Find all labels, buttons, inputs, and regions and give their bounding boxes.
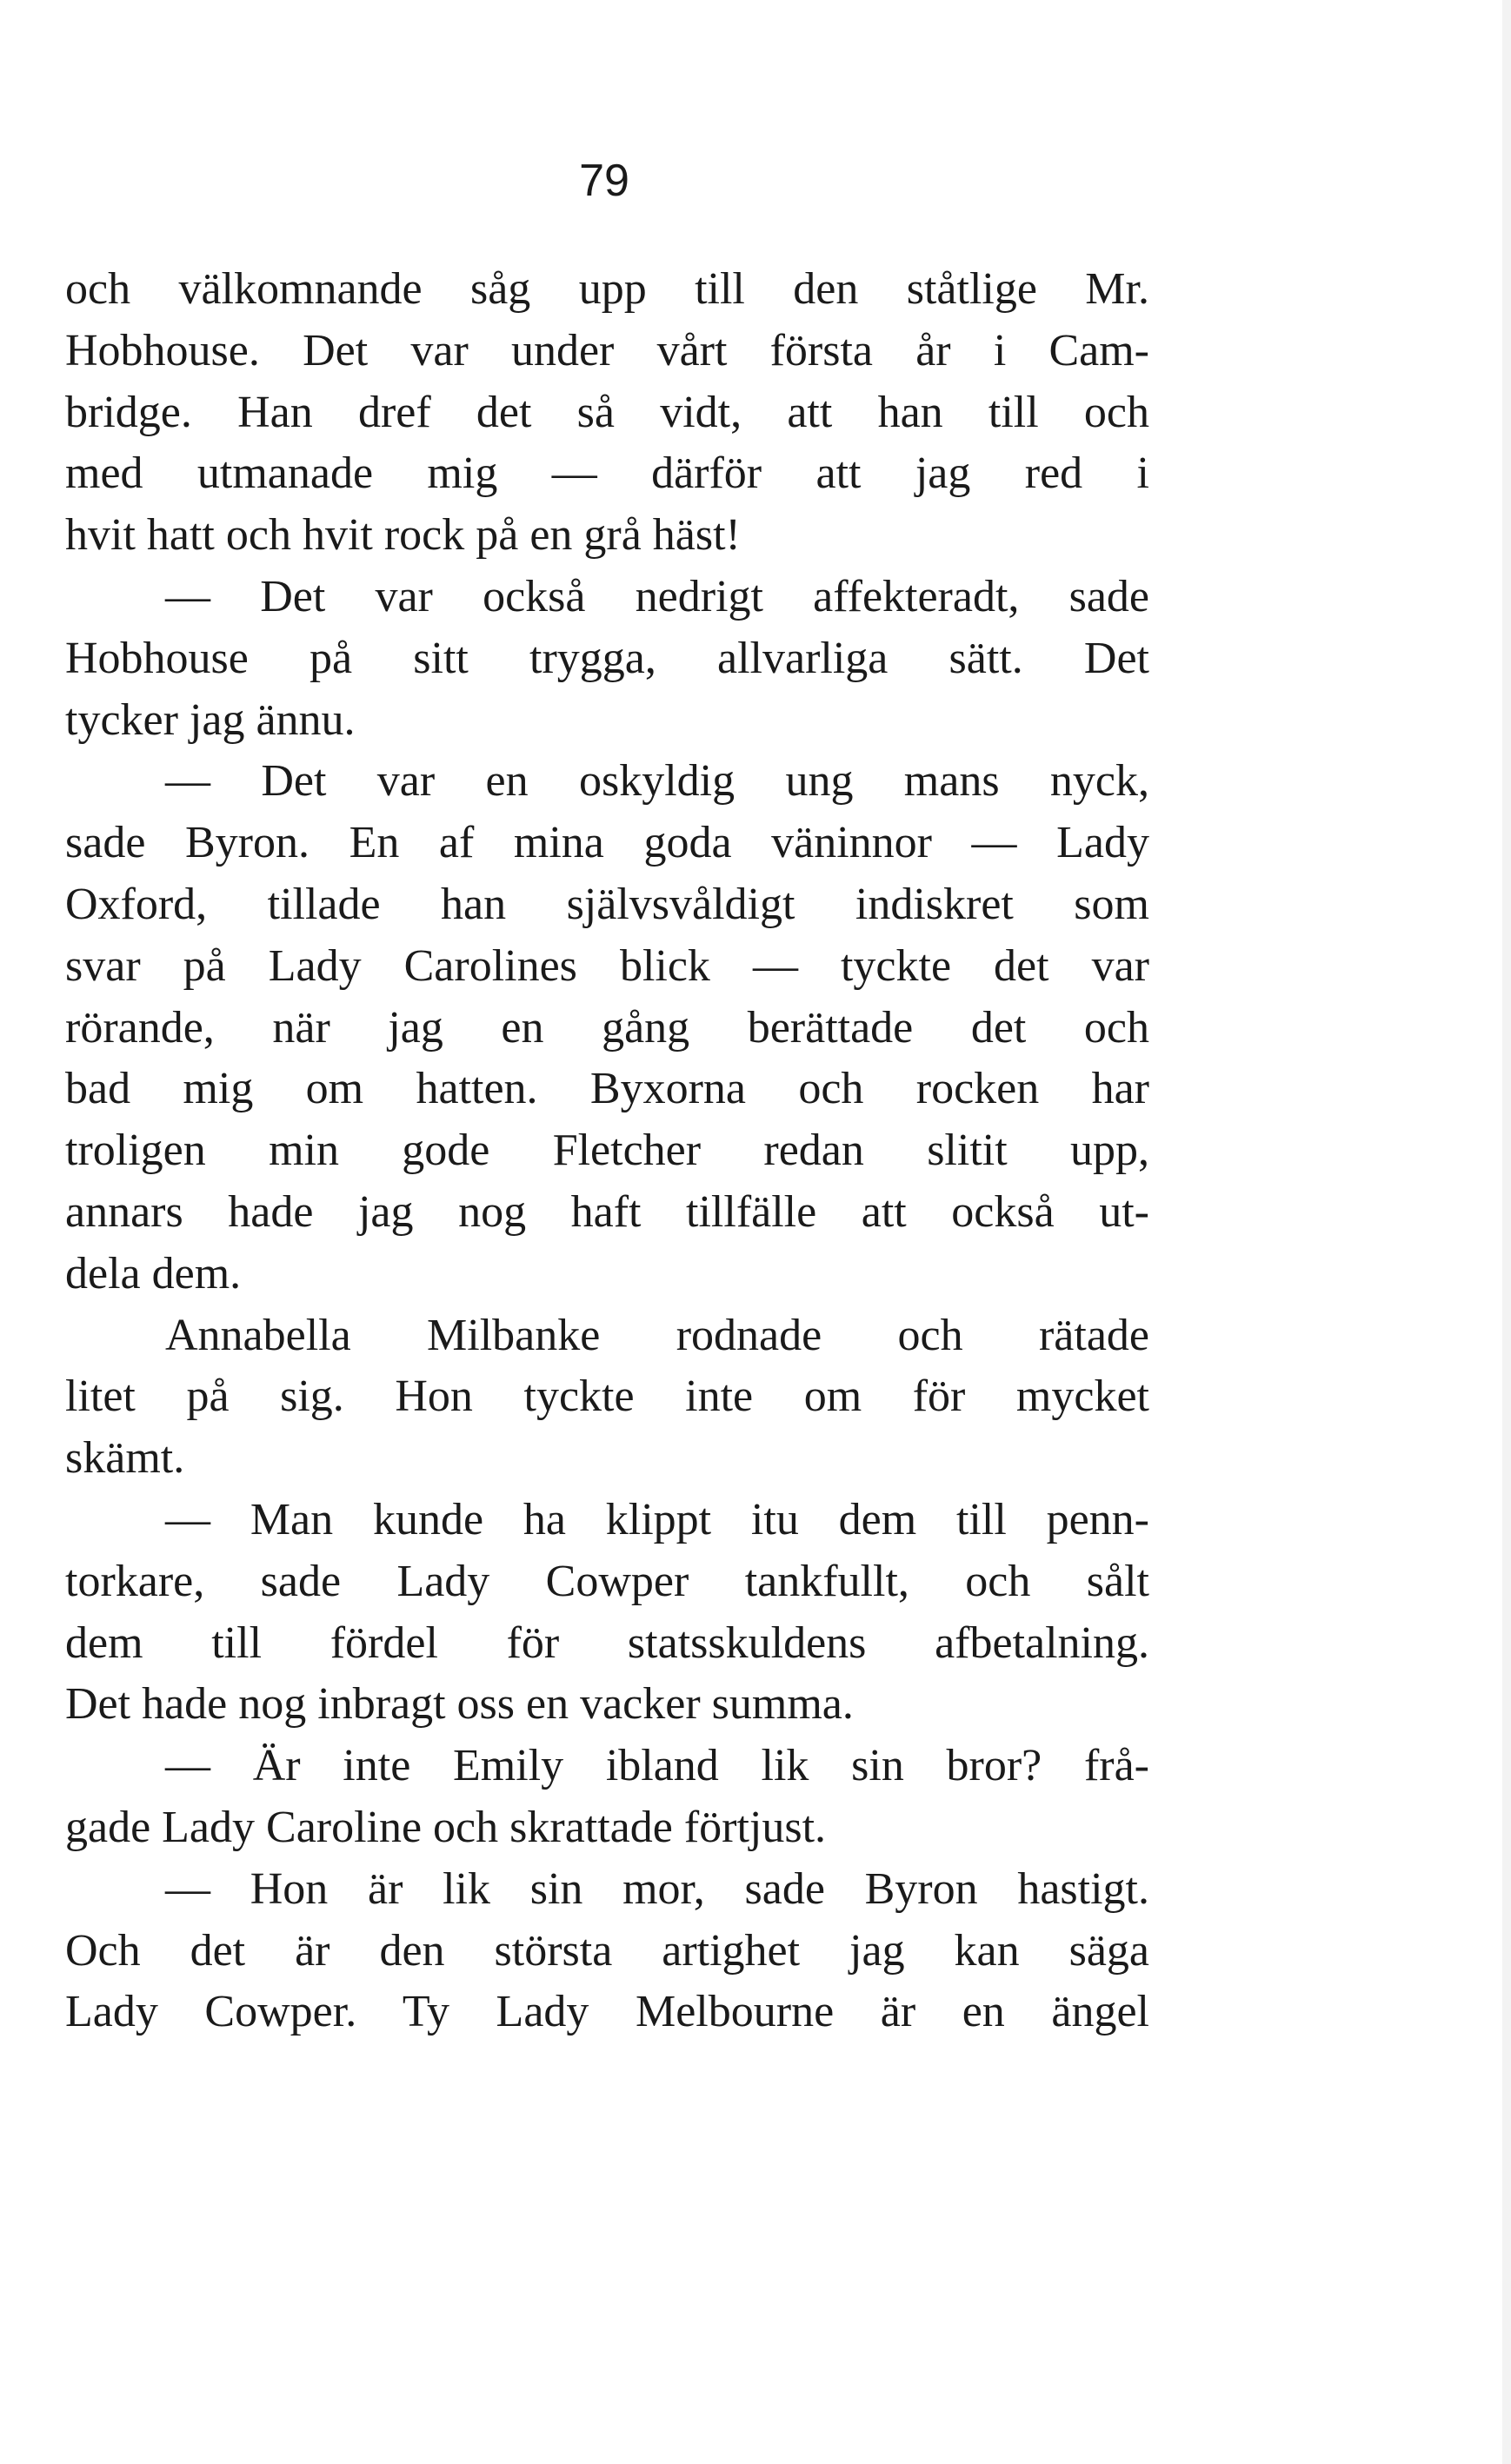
text-line: dela dem. — [65, 1248, 242, 1298]
text-line: Det hade nog inbragt oss en vacker summa. — [65, 1679, 854, 1730]
text-line: Och det är den största artighet jag kan säga — [65, 1925, 1149, 1976]
text-line: — Hon är lik sin mor, sade Byron hastigt. — [165, 1863, 1149, 1914]
text-line: Hobhouse. Det var under vårt första år i Cam- — [65, 325, 1149, 375]
text-line: — Det var också nedrigt affekteradt, sade — [165, 571, 1149, 621]
text-line: med utmanade mig — därför att jag red i — [65, 448, 1149, 499]
page-edge-shadow — [1502, 0, 1511, 2464]
text-line: svar på Lady Carolines blick — tyckte det var — [65, 940, 1149, 991]
text-line: troligen min gode Fletcher redan slitit upp, — [65, 1126, 1149, 1176]
text-line: Oxford, tillade han självsvåldigt indiskret som — [65, 879, 1149, 929]
text-line: Hobhouse på sitt trygga, allvarliga sätt. Det — [65, 633, 1149, 683]
text-line: Lady Cowper. Ty Lady Melbourne är en ängel — [65, 1987, 1149, 2037]
text-line: litet på sig. Hon tyckte inte om för mycket — [65, 1371, 1149, 1422]
text-line: — Det var en oskyldig ung mans nyck, — [165, 756, 1149, 807]
body-text — [65, 259, 1149, 2043]
text-line: skämt. — [65, 1433, 185, 1484]
text-line: bridge. Han dref det så vidt, att han till och — [65, 387, 1149, 437]
text-line: bad mig om hatten. Byxorna och rocken har — [65, 1064, 1149, 1114]
text-line: tycker jag ännu. — [65, 694, 356, 745]
text-line: torkare, sade Lady Cowper tankfullt, och sålt — [65, 1556, 1149, 1606]
text-line: — Är inte Emily ibland lik sin bror? frå- — [165, 1741, 1149, 1791]
text-line: annars hade jag nog haft tillfälle att också ut- — [65, 1186, 1149, 1237]
text-line: sade Byron. En af mina goda väninnor — Lady — [65, 818, 1149, 868]
text-line: och välkomnande såg upp till den ståtlige Mr. — [65, 264, 1149, 314]
text-line: rörande, när jag en gång berättade det och — [65, 1002, 1149, 1053]
text-line: Annabella Milbanke rodnade och rätade — [165, 1310, 1149, 1360]
text-line: — Man kunde ha klippt itu dem till penn- — [165, 1494, 1149, 1544]
text-line: gade Lady Caroline och skrattade förtjust. — [65, 1802, 827, 1852]
text-line: dem till fördel för statsskuldens afbetalning. — [65, 1617, 1149, 1668]
text-line: hvit hatt och hvit rock på en grå häst! — [65, 510, 741, 561]
page-number: 79 — [579, 156, 629, 206]
